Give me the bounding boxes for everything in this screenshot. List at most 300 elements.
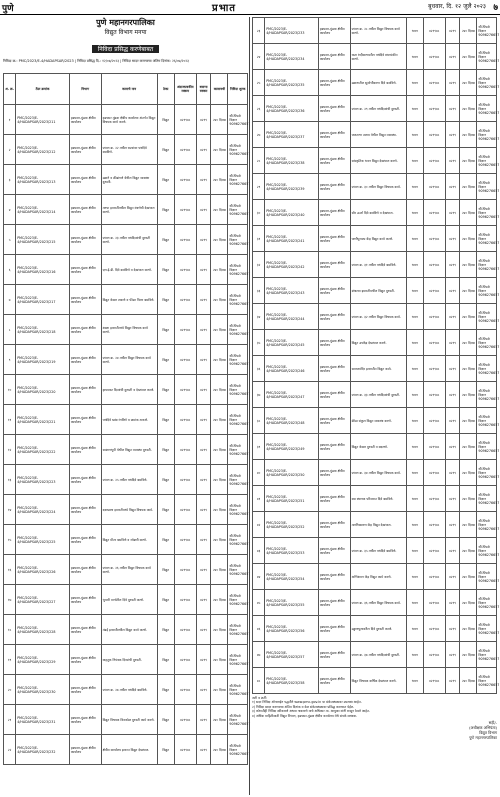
- cell-amount: ४२१९४८: [174, 615, 196, 645]
- cell-no: ३८: [253, 408, 265, 434]
- table-row: [253, 226, 497, 252]
- cell-type: विद्युत: [157, 585, 174, 615]
- left-column: [3, 17, 251, 795]
- masthead-city: पुणे: [2, 4, 14, 14]
- cell-fee: श्री.पिंपळे विज्ञान 9096276657: [228, 495, 248, 525]
- cell-period: २४० दिवस: [460, 226, 477, 252]
- cell-period: २४० दिवस: [211, 375, 228, 405]
- cell-dept: हडपसर-मुंढवा क्षेत्रीय कार्यालय: [318, 226, 350, 252]
- cell-dept: हडपसर-मुंढवा क्षेत्रीय कार्यालय: [69, 735, 101, 765]
- cell-type: भवन: [406, 252, 423, 278]
- table-row: [253, 200, 497, 226]
- cell-fee: श्री.पिंपळे विज्ञान 9096276657: [477, 590, 497, 616]
- masthead: [0, 0, 500, 15]
- table-row: [253, 96, 497, 122]
- cell-amount: ४२१९४८: [423, 382, 445, 408]
- cell-no: ३२: [253, 252, 265, 278]
- cell-fee: श्री.पिंपळे विज्ञान 9096276657: [477, 122, 497, 148]
- cell-type: भवन: [406, 642, 423, 668]
- table-row: [4, 465, 248, 495]
- cell-type: विद्युत: [157, 465, 174, 495]
- cell-tender: PMC/2023/E-4/HADAPSAR/2023/253: [265, 538, 319, 564]
- cell-no: १२: [4, 435, 16, 465]
- cell-emd: ४२१९: [196, 285, 211, 315]
- table-row: [4, 405, 248, 435]
- cell-work: विद्युत विषयक वार्षिक देखभाल करणे.: [350, 668, 406, 694]
- cell-tender: PMC/2023/E-4/HADAPSAR/2023/257: [265, 642, 319, 668]
- cell-tender: PMC/2023/E-4/HADAPSAR/2023/224: [16, 495, 70, 525]
- cell-type: विद्युत: [157, 225, 174, 255]
- cell-fee: श्री.पिंपळे विज्ञान 9096276657: [477, 18, 497, 44]
- cell-no: ३१: [253, 226, 265, 252]
- cell-emd: ४२१९: [196, 555, 211, 585]
- cell-dept: हडपसर-मुंढवा क्षेत्रीय कार्यालय: [69, 375, 101, 405]
- cell-period: २४० दिवस: [460, 642, 477, 668]
- cell-tender: PMC/2023/E-4/HADAPSAR/2023/215: [16, 225, 70, 255]
- cell-type: भवन: [406, 122, 423, 148]
- cell-type: भवन: [406, 304, 423, 330]
- cell-tender: PMC/2023/E-4/HADAPSAR/2023/217: [16, 285, 70, 315]
- cell-tender: PMC/2023/E-4/HADAPSAR/2023/233: [265, 18, 319, 44]
- cell-no: ४२: [253, 512, 265, 538]
- cell-no: ४५: [253, 590, 265, 616]
- cell-work: प्रभाग क्र. ३४ मधील विद्युत विषयक कामे.: [350, 460, 406, 486]
- cell-period: २४० दिवस: [211, 105, 228, 135]
- cell-amount: ४२१९४८: [423, 538, 445, 564]
- table-row: [253, 304, 497, 330]
- cell-work: विद्युत केबल टाकणे व फीडर पिलर बसविणे.: [101, 285, 157, 315]
- cell-work: समाजमंदिर इमारतीत विद्युत कामे.: [350, 356, 406, 382]
- cell-dept: हडपसर-मुंढवा क्षेत्रीय कार्यालय: [69, 255, 101, 285]
- cell-no: ४७: [253, 642, 265, 668]
- table-row: [4, 135, 248, 165]
- table-row: [4, 165, 248, 195]
- right-column: [252, 17, 500, 795]
- cell-period: २४० दिवस: [460, 564, 477, 590]
- cell-fee: श्री.पिंपळे विज्ञान 9096276657: [228, 285, 248, 315]
- cell-fee: श्री.पिंपळे विज्ञान 9096276657: [477, 564, 497, 590]
- cell-emd: ४२१९: [445, 44, 460, 70]
- cell-work: विद्युत विषयक किरकोळ दुरुस्ती कामे करणे.: [101, 705, 157, 735]
- cell-fee: श्री.पिंपळे विज्ञान 9096276657: [477, 460, 497, 486]
- cell-tender: PMC/2023/E-4/HADAPSAR/2023/237: [265, 122, 319, 148]
- cell-fee: श्री.पिंपळे विज्ञान 9096276657: [228, 705, 248, 735]
- cell-emd: ४२१९: [445, 460, 460, 486]
- cell-no: ४८: [253, 668, 265, 694]
- cell-work: रस्ता रुंदीकरणातील पथदिवे स्थलांतरित करणे.: [350, 44, 406, 70]
- cell-period: २४० दिवस: [211, 405, 228, 435]
- cell-amount: ४२१९४८: [423, 616, 445, 642]
- cell-emd: ४२१९: [445, 148, 460, 174]
- cell-amount: ४२१९४८: [423, 564, 445, 590]
- cell-emd: ४२१९: [445, 590, 460, 616]
- cell-fee: श्री.पिंपळे विज्ञान 9096276657: [477, 356, 497, 382]
- cell-amount: ४२१९४८: [423, 642, 445, 668]
- cell-emd: ४२१९: [445, 96, 460, 122]
- cell-tender: PMC/2023/E-4/HADAPSAR/2023/231: [16, 705, 70, 735]
- cell-fee: श्री.पिंपळे विज्ञान 9096276657: [477, 408, 497, 434]
- cell-work: प्रभाग क्र. २९ मधील पथदिव्यांची दुरुस्ती.: [350, 96, 406, 122]
- cell-period: २४० दिवस: [460, 304, 477, 330]
- cell-no: २२: [4, 735, 16, 765]
- cell-no: १३: [4, 465, 16, 495]
- cell-amount: ४२१९४८: [174, 645, 196, 675]
- cell-fee: श्री.पिंपळे विज्ञान 9096276657: [477, 148, 497, 174]
- cell-tender: PMC/2023/E-4/HADAPSAR/2023/256: [265, 616, 319, 642]
- cell-amount: ४२१९४८: [174, 255, 196, 285]
- cell-emd: ४२१९: [445, 200, 460, 226]
- cell-dept: हडपसर-मुंढवा क्षेत्रीय कार्यालय: [69, 135, 101, 165]
- cell-fee: श्री.पिंपळे विज्ञान 9096276657: [228, 225, 248, 255]
- cell-tender: PMC/2023/E-4/HADAPSAR/2023/232: [16, 735, 70, 765]
- cell-fee: श्री.पिंपळे विज्ञान 9096276657: [228, 165, 248, 195]
- cell-tender: PMC/2023/E-4/HADAPSAR/2023/218: [16, 315, 70, 345]
- cell-tender: PMC/2023/E-4/HADAPSAR/2023/244: [265, 304, 319, 330]
- cell-emd: ४२१९: [445, 330, 460, 356]
- cell-no: ४४: [253, 564, 265, 590]
- cell-emd: ४२१९: [445, 434, 460, 460]
- cell-period: २४० दिवस: [460, 44, 477, 70]
- cell-tender: PMC/2023/E-4/HADAPSAR/2023/251: [265, 486, 319, 512]
- cell-amount: ४२१९४८: [423, 512, 445, 538]
- table-row: [253, 330, 497, 356]
- note-line: २) निविदा सादर करण्याचा अंतिम दिनांक व वेळ संकेतस्थळावर प्रसिद्ध करण्यात येईल.: [252, 704, 355, 709]
- cell-dept: हडपसर-मुंढवा क्षेत्रीय कार्यालय: [69, 705, 101, 735]
- cell-work: सांस्कृतिक भवन विद्युत देखभाल करणे.: [350, 148, 406, 174]
- cell-emd: ४२१९: [196, 105, 211, 135]
- table-row: [253, 122, 497, 148]
- cell-amount: ४२१९४८: [423, 434, 445, 460]
- cell-fee: श्री.पिंपळे विज्ञान 9096276657: [477, 642, 497, 668]
- cell-period: २४० दिवस: [460, 174, 477, 200]
- sign-line4: पुणे महानगरपालिका: [469, 735, 497, 741]
- cell-amount: ४२१९४८: [174, 465, 196, 495]
- cell-amount: ४२१९४८: [423, 460, 445, 486]
- cell-emd: ४२१९: [196, 495, 211, 525]
- cell-period: २४० दिवस: [211, 675, 228, 705]
- cell-emd: ४२१९: [445, 122, 460, 148]
- cell-type: विद्युत: [157, 285, 174, 315]
- cell-tender: PMC/2023/E-4/HADAPSAR/2023/223: [16, 465, 70, 495]
- cell-tender: PMC/2023/E-4/HADAPSAR/2023/220: [16, 375, 70, 405]
- cell-work: अग्निशमन केंद्र विद्युत कामे करणे.: [350, 564, 406, 590]
- note-line: ३) कोणतीही निविदा स्वीकारणे अथवा नाकारणे याचे अधिकार मा. आयुक्त यांनी राखून ठेवले आहेत.: [252, 709, 370, 714]
- cell-amount: ४२१९४८: [423, 252, 445, 278]
- cell-period: २४० दिवस: [460, 538, 477, 564]
- cell-dept: हडपसर-मुंढवा क्षेत्रीय कार्यालय: [69, 405, 101, 435]
- cell-dept: हडपसर-मुंढवा क्षेत्रीय कार्यालय: [318, 590, 350, 616]
- cell-amount: ४२१९४८: [423, 122, 445, 148]
- cell-dept: हडपसर-मुंढवा क्षेत्रीय कार्यालय: [69, 105, 101, 135]
- table-row: [253, 148, 497, 174]
- meta-right: निविदा सादर करण्याचा अंतिम दिनांक: २६/०७/२०२३: [122, 59, 189, 63]
- cell-no: ३३: [253, 278, 265, 304]
- cell-emd: ४२१९: [445, 304, 460, 330]
- table-row: [253, 18, 497, 44]
- cell-dept: हडपसर-मुंढवा क्षेत्रीय कार्यालय: [69, 525, 101, 555]
- cell-dept: हडपसर-मुंढवा क्षेत्रीय कार्यालय: [318, 148, 350, 174]
- cell-dept: हडपसर-मुंढवा क्षेत्रीय कार्यालय: [318, 96, 350, 122]
- cell-type: भवन: [406, 200, 423, 226]
- cell-work: दवाखाना इमारतीमध्ये विद्युत विषयक कामे.: [101, 495, 157, 525]
- cell-no: २८: [253, 148, 265, 174]
- cell-amount: ४२१९४८: [174, 375, 196, 405]
- cell-amount: ४२१९४८: [174, 195, 196, 225]
- cell-tender: PMC/2023/E-4/HADAPSAR/2023/226: [16, 555, 70, 585]
- cell-work: प्रभाग क्र. २४ मधील विद्युत विषयक कामे करणे.: [101, 345, 157, 375]
- cell-tender: PMC/2023/E-4/HADAPSAR/2023/250: [265, 460, 319, 486]
- cell-dept: हडपसर-मुंढवा क्षेत्रीय कार्यालय: [318, 70, 350, 96]
- cell-amount: ४२१९४८: [174, 165, 196, 195]
- cell-fee: श्री.पिंपळे विज्ञान 9096276657: [228, 405, 248, 435]
- cell-tender: PMC/2023/E-4/HADAPSAR/2023/228: [16, 615, 70, 645]
- cell-period: २४० दिवस: [460, 148, 477, 174]
- cell-type: विद्युत: [157, 405, 174, 435]
- cell-work: मंडई इमारतीमधील विद्युत कामे करणे.: [101, 615, 157, 645]
- cell-tender: PMC/2023/E-4/HADAPSAR/2023/227: [16, 585, 70, 615]
- column-header: ठेका: [157, 74, 174, 105]
- cell-amount: ४२१९४८: [174, 705, 196, 735]
- cell-no: १८: [4, 615, 16, 645]
- cell-period: २४० दिवस: [211, 615, 228, 645]
- cell-no: २३: [253, 18, 265, 44]
- cell-emd: ४२१९: [445, 356, 460, 382]
- table-row: [4, 285, 248, 315]
- cell-type: भवन: [406, 616, 423, 642]
- cell-fee: श्री.पिंपळे विज्ञान 9096276657: [228, 315, 248, 345]
- cell-amount: ४२१९४८: [423, 226, 445, 252]
- signature-block: [252, 720, 497, 740]
- cell-tender: PMC/2023/E-4/HADAPSAR/2023/245: [265, 330, 319, 356]
- table-row: [4, 495, 248, 525]
- cell-work: प्रभाग क्र. ३५ मधील पथदिवे बसविणे.: [350, 538, 406, 564]
- cell-no: १: [4, 105, 16, 135]
- cell-type: भवन: [406, 70, 423, 96]
- cell-no: ३६: [253, 356, 265, 382]
- cell-emd: ४२१९: [196, 225, 211, 255]
- table-row: [4, 735, 248, 765]
- cell-type: विद्युत: [157, 195, 174, 225]
- cell-no: ६: [4, 255, 16, 285]
- cell-tender: PMC/2023/E-4/HADAPSAR/2023/235: [265, 70, 319, 96]
- table-row: [4, 315, 248, 345]
- cell-type: भवन: [406, 408, 423, 434]
- cell-work: प्रभाग क्र. ३२ मधील विद्युत विषयक कामे.: [350, 304, 406, 330]
- sign-line2: (अधीक्षक अभियंता): [469, 725, 497, 731]
- cell-no: २९: [253, 174, 265, 200]
- cell-fee: श्री.पिंपळे विज्ञान 9096276657: [477, 200, 497, 226]
- cell-type: भवन: [406, 96, 423, 122]
- cell-work: शाळा इमारतीमध्ये विद्युत विषयक कामे करणे.: [101, 315, 157, 345]
- cell-period: २४० दिवस: [211, 435, 228, 465]
- cell-period: २४० दिवस: [211, 285, 228, 315]
- table-row: [4, 195, 248, 225]
- cell-work: प्रभाग क्र. २८ मधील विद्युत विषयक कामे करणे.: [350, 18, 406, 44]
- cell-type: भवन: [406, 668, 423, 694]
- cell-work: हायमास्ट दिव्यांची दुरुस्ती व देखभाल करणे.: [101, 375, 157, 405]
- cell-no: ८: [4, 315, 16, 345]
- cell-tender: PMC/2023/E-4/HADAPSAR/2023/248: [265, 408, 319, 434]
- cell-type: विद्युत: [157, 315, 174, 345]
- cell-no: ३५: [253, 330, 265, 356]
- cell-type: विद्युत: [157, 375, 174, 405]
- cell-emd: ४२१९: [196, 675, 211, 705]
- cell-type: भवन: [406, 434, 423, 460]
- cell-period: २४० दिवस: [460, 434, 477, 460]
- cell-emd: ४२१९: [445, 174, 460, 200]
- cell-emd: ४२१९: [196, 195, 211, 225]
- cell-fee: श्री.पिंपळे विज्ञान 9096276657: [228, 645, 248, 675]
- cell-emd: ४२१९: [196, 705, 211, 735]
- cell-amount: ४२१९४८: [423, 148, 445, 174]
- cell-tender: PMC/2023/E-4/HADAPSAR/2023/255: [265, 590, 319, 616]
- cell-dept: हडपसर-मुंढवा क्षेत्रीय कार्यालय: [318, 200, 350, 226]
- cell-work: पाणीपुरवठा केंद्र विद्युत कामे करणे.: [350, 226, 406, 252]
- cell-emd: ४२१९: [196, 375, 211, 405]
- cell-no: १७: [4, 585, 16, 615]
- cell-type: भवन: [406, 590, 423, 616]
- cell-period: २४० दिवस: [460, 512, 477, 538]
- cell-emd: ४२१९: [445, 382, 460, 408]
- cell-period: २४० दिवस: [460, 382, 477, 408]
- table-row: [253, 252, 497, 278]
- cell-work: हडपसर मुंढवा क्षेत्रीय कार्यालय अंतर्गत विद्युत विषयक कामे करणे.: [101, 105, 157, 135]
- cell-no: १५: [4, 525, 16, 555]
- cell-no: ४: [4, 195, 16, 225]
- cell-amount: ४२१९४८: [423, 668, 445, 694]
- cell-tender: PMC/2023/E-4/HADAPSAR/2023/211: [16, 105, 70, 135]
- cell-tender: PMC/2023/E-4/HADAPSAR/2023/247: [265, 382, 319, 408]
- cell-fee: श्री.पिंपळे विज्ञान 9096276657: [477, 252, 497, 278]
- cell-amount: ४२१९४८: [174, 405, 196, 435]
- table-row: [4, 525, 248, 555]
- cell-tender: PMC/2023/E-4/HADAPSAR/2023/225: [16, 525, 70, 555]
- cell-work: प्रभाग क्र. २६ मधील विद्युत विषयक कामे करणे.: [101, 555, 157, 585]
- cell-no: ४०: [253, 460, 265, 486]
- cell-fee: श्री.पिंपळे विज्ञान 9096276657: [228, 135, 248, 165]
- cell-type: विद्युत: [157, 645, 174, 675]
- cell-no: ७: [4, 285, 16, 315]
- table-row: [253, 278, 497, 304]
- cell-dept: हडपसर-मुंढवा क्षेत्रीय कार्यालय: [318, 486, 350, 512]
- cell-emd: ४२१९: [196, 645, 211, 675]
- cell-period: २४० दिवस: [211, 135, 228, 165]
- cell-period: २४० दिवस: [211, 525, 228, 555]
- cell-tender: PMC/2023/E-4/HADAPSAR/2023/219: [16, 345, 70, 375]
- cell-dept: हडपसर-मुंढवा क्षेत्रीय कार्यालय: [318, 252, 350, 278]
- cell-work: वाहतूक नियंत्रक दिव्यांची दुरुस्ती.: [101, 645, 157, 675]
- table-row: [4, 585, 248, 615]
- cell-no: २६: [253, 96, 265, 122]
- cell-dept: हडपसर-मुंढवा क्षेत्रीय कार्यालय: [318, 122, 350, 148]
- cell-no: ३९: [253, 434, 265, 460]
- cell-type: विद्युत: [157, 255, 174, 285]
- cell-work: उड्डाणपुलावरील दिवे दुरुस्ती करणे.: [350, 616, 406, 642]
- cell-type: विद्युत: [157, 735, 174, 765]
- cell-no: ३४: [253, 304, 265, 330]
- column-header: निविदा शुल्क: [228, 74, 248, 105]
- cell-period: २४० दिवस: [460, 96, 477, 122]
- cell-tender: PMC/2023/E-4/HADAPSAR/2023/214: [16, 195, 70, 225]
- notice-notes: [252, 696, 497, 718]
- cell-type: भवन: [406, 174, 423, 200]
- cell-amount: ४२१९४८: [174, 675, 196, 705]
- cell-emd: ४२१९: [196, 315, 211, 345]
- cell-amount: ४२१९४८: [423, 304, 445, 330]
- cell-amount: ४२१९४८: [423, 200, 445, 226]
- cell-period: २४० दिवस: [460, 486, 477, 512]
- cell-emd: ४२१९: [196, 465, 211, 495]
- cell-period: २४० दिवस: [211, 345, 228, 375]
- cell-emd: ४२१९: [445, 252, 460, 278]
- cell-no: २५: [253, 70, 265, 96]
- cell-fee: श्री.पिंपळे विज्ञान 9096276657: [477, 486, 497, 512]
- cell-amount: ४२१९४८: [423, 486, 445, 512]
- cell-emd: ४२१९: [445, 512, 460, 538]
- cell-fee: श्री.पिंपळे विज्ञान 9096276657: [228, 615, 248, 645]
- table-row: [253, 616, 497, 642]
- cell-period: २४० दिवस: [211, 495, 228, 525]
- masthead-paper-name: प्रभात: [212, 3, 237, 14]
- notice-title: निविदा प्रसिद्ध करणेबाबत: [92, 45, 159, 53]
- cell-work: प्रभाग क्र. ३१ मधील पथदिवे बसविणे.: [350, 252, 406, 278]
- cell-dept: हडपसर-मुंढवा क्षेत्रीय कार्यालय: [318, 18, 350, 44]
- cell-period: २४० दिवस: [211, 465, 228, 495]
- cell-no: २०: [4, 675, 16, 705]
- cell-work: क्रीडा संकुल विद्युत व्यवस्था करणे.: [350, 408, 406, 434]
- cell-type: विद्युत: [157, 435, 174, 465]
- cell-dept: हडपसर-मुंढवा क्षेत्रीय कार्यालय: [318, 668, 350, 694]
- cell-amount: ४२१९४८: [423, 70, 445, 96]
- cell-fee: श्री.पिंपळे विज्ञान 9096276657: [228, 585, 248, 615]
- cell-work: एल.ई.डी. दिवे बसविणे व देखभाल करणे.: [101, 255, 157, 285]
- cell-fee: श्री.पिंपळे विज्ञान 9096276657: [477, 226, 497, 252]
- cell-amount: ४२१९४८: [174, 345, 196, 375]
- cell-dept: हडपसर-मुंढवा क्षेत्रीय कार्यालय: [69, 225, 101, 255]
- cell-fee: श्री.पिंपळे विज्ञान 9096276657: [477, 44, 497, 70]
- cell-no: ४१: [253, 486, 265, 512]
- cell-work: मनपा इमारतींमधील विद्युत यंत्रणेची देखभाल करणे.: [101, 195, 157, 225]
- cell-no: ९: [4, 345, 16, 375]
- cell-fee: श्री.पिंपळे विज्ञान 9096276657: [477, 70, 497, 96]
- cell-work: बस स्थानक परिसरात दिवे बसविणे.: [350, 486, 406, 512]
- table-row: [253, 70, 497, 96]
- cell-dept: हडपसर-मुंढवा क्षेत्रीय कार्यालय: [69, 675, 101, 705]
- cell-tender: PMC/2023/E-4/HADAPSAR/2023/234: [265, 44, 319, 70]
- cell-dept: हडपसर-मुंढवा क्षेत्रीय कार्यालय: [318, 330, 350, 356]
- cell-emd: ४२१९: [445, 486, 460, 512]
- cell-tender: PMC/2023/E-4/HADAPSAR/2023/238: [265, 148, 319, 174]
- cell-period: २४० दिवस: [460, 590, 477, 616]
- cell-amount: ४२१९४८: [174, 105, 196, 135]
- table-row: [4, 675, 248, 705]
- cell-type: भवन: [406, 512, 423, 538]
- cell-emd: ४२१९: [445, 408, 460, 434]
- cell-type: भवन: [406, 44, 423, 70]
- cell-no: १६: [4, 555, 16, 585]
- cell-fee: श्री.पिंपळे विज्ञान 9096276657: [477, 304, 497, 330]
- notice-dept: विद्युत विभाग मनपा: [104, 29, 147, 36]
- table-row: [253, 382, 497, 408]
- cell-dept: हडपसर-मुंढवा क्षेत्रीय कार्यालय: [318, 564, 350, 590]
- cell-no: २७: [253, 122, 265, 148]
- cell-work: स्मशानभूमी येथील विद्युत व्यवस्था दुरुस्ती.: [101, 435, 157, 465]
- cell-fee: श्री.पिंपळे विज्ञान 9096276657: [477, 174, 497, 200]
- cell-emd: ४२१९: [445, 226, 460, 252]
- note-line: अटी व शर्ती:: [252, 696, 268, 700]
- cell-dept: हडपसर-मुंढवा क्षेत्रीय कार्यालय: [318, 434, 350, 460]
- cell-period: २४० दिवस: [460, 616, 477, 642]
